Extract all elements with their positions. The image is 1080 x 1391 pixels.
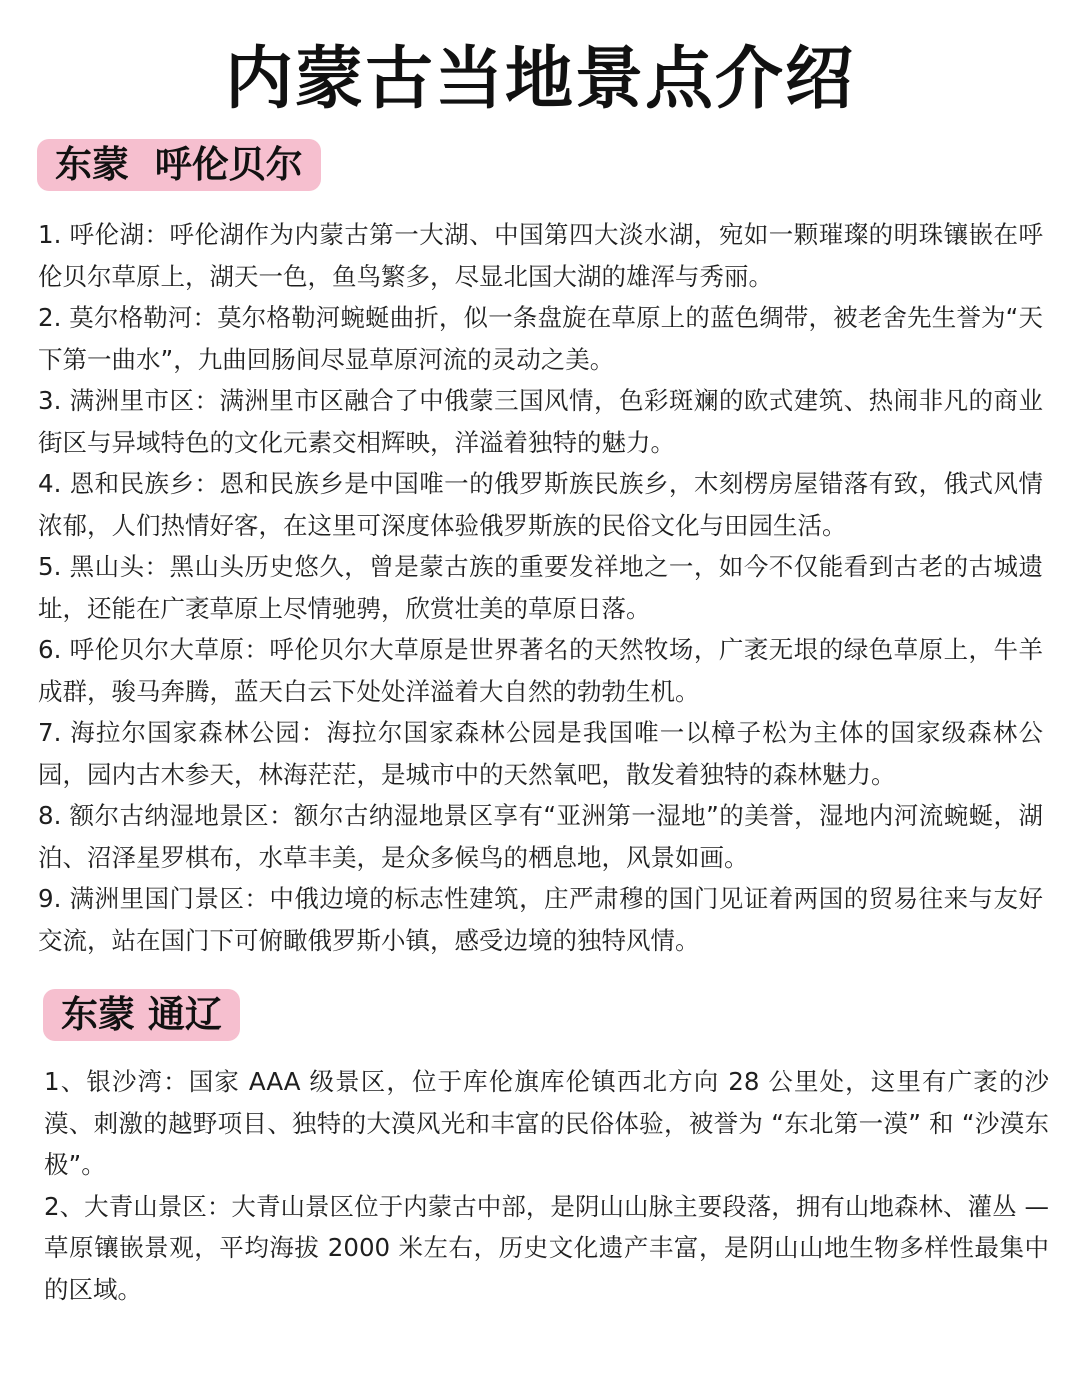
list-item: 8. 额尔古纳湿地景区：额尔古纳湿地景区享有“亚洲第一湿地”的美誉，湿地内河流蜿蜒，湖泊、沼泽星罗棋布，水草丰美，是众多候鸟的栖息地，风景如画。 <box>38 801 1043 872</box>
attraction-list-hulunbuir <box>38 214 1043 961</box>
page-title: 内蒙古当地景点介绍 <box>224 40 855 119</box>
list-item: 2. 莫尔格勒河：莫尔格勒河蜿蜒曲折，似一条盘旋在草原上的蓝色绸带，被老舍先生誉为“天下第一曲水”，九曲回肠间尽显草原河流的灵动之美。 <box>38 303 1043 374</box>
section-heading-tongliao: 东蒙 通辽 <box>43 989 240 1041</box>
section-heading-hulunbuir: 东蒙 呼伦贝尔 <box>37 139 321 191</box>
list-item: 5. 黑山头：黑山头历史悠久，曾是蒙古族的重要发祥地之一，如今不仅能看到古老的古城遗址，还能在广袤草原上尽情驰骋，欣赏壮美的草原日落。 <box>38 552 1043 623</box>
list-item: 4. 恩和民族乡：恩和民族乡是中国唯一的俄罗斯族民族乡，木刻楞房屋错落有致，俄式风情浓郁，人们热情好客，在这里可深度体验俄罗斯族的民俗文化与田园生活。 <box>38 469 1043 540</box>
list-item: 1、银沙湾：国家 AAA 级景区，位于库伦旗库伦镇西北方向 28 公里处，这里有广袤的沙漠、刺激的越野项目、独特的大漠风光和丰富的民俗体验，被誉为 “东北第一漠” 和 “沙漠东极”。 <box>44 1067 1049 1179</box>
list-item: 9. 满洲里国门景区：中俄边境的标志性建筑，庄严肃穆的国门见证着两国的贸易往来与友好交流，站在国门下可俯瞰俄罗斯小镇，感受边境的独特风情。 <box>38 884 1043 955</box>
attraction-list-tongliao <box>44 1061 1049 1310</box>
list-item: 3. 满洲里市区：满洲里市区融合了中俄蒙三国风情，色彩斑斓的欧式建筑、热闹非凡的商业街区与异域特色的文化元素交相辉映，洋溢着独特的魅力。 <box>38 386 1043 457</box>
list-item: 1. 呼伦湖：呼伦湖作为内蒙古第一大湖、中国第四大淡水湖，宛如一颗璀璨的明珠镶嵌在呼伦贝尔草原上，湖天一色，鱼鸟繁多，尽显北国大湖的雄浑与秀丽。 <box>38 220 1043 291</box>
list-item: 6. 呼伦贝尔大草原：呼伦贝尔大草原是世界著名的天然牧场，广袤无垠的绿色草原上，牛羊成群，骏马奔腾，蓝天白云下处处洋溢着大自然的勃勃生机。 <box>38 635 1043 706</box>
list-item: 2、大青山景区：大青山景区位于内蒙古中部，是阴山山脉主要段落，拥有山地森林、灌丛 — 草原镶嵌景观，平均海拔 2000 米左右，历史文化遗产丰富，是阴山山地生物多样性最集中的区域。 <box>44 1191 1049 1304</box>
list-item: 7. 海拉尔国家森林公园：海拉尔国家森林公园是我国唯一以樟子松为主体的国家级森林公园，园内古木参天，林海茫茫，是城市中的天然氧吧，散发着独特的森林魅力。 <box>38 718 1043 789</box>
